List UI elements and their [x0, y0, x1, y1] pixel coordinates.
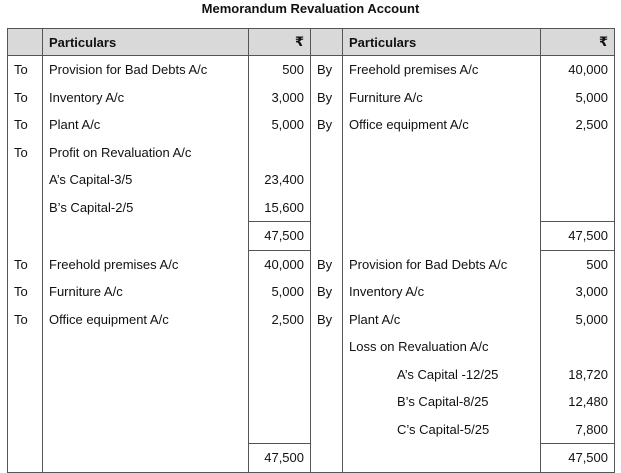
- left-prefix-cell: To: [8, 306, 43, 334]
- left-particulars-cell: [43, 444, 249, 473]
- table-row: [8, 111, 615, 139]
- right-particulars-cell: Furniture A/c: [343, 84, 541, 112]
- right-prefix-cell: By: [311, 56, 343, 84]
- right-amount-cell: 47,500: [541, 222, 615, 251]
- left-prefix-cell: [8, 444, 43, 473]
- right-particulars-cell: C’s Capital-5/25: [343, 416, 541, 444]
- left-particulars-cell: Profit on Revaluation A/c: [43, 139, 249, 167]
- left-amount-cell: 2,500: [249, 306, 311, 334]
- header-amount-right: ₹: [541, 29, 615, 56]
- left-amount-cell: 500: [249, 56, 311, 84]
- right-amount-cell: 18,720: [541, 361, 615, 389]
- right-amount-cell: 5,000: [541, 306, 615, 334]
- right-prefix-cell: [311, 333, 343, 361]
- left-amount-cell: [249, 361, 311, 389]
- table-row: [8, 194, 615, 222]
- left-particulars-cell: [43, 416, 249, 444]
- table-row: [8, 361, 615, 389]
- right-prefix-cell: [311, 166, 343, 194]
- left-particulars-cell: [43, 361, 249, 389]
- left-prefix-cell: [8, 166, 43, 194]
- table-row: [8, 56, 615, 84]
- right-prefix-cell: [311, 444, 343, 473]
- right-particulars-cell: Office equipment A/c: [343, 111, 541, 139]
- left-prefix-cell: To: [8, 84, 43, 112]
- right-amount-cell: 3,000: [541, 278, 615, 306]
- right-amount-cell: [541, 194, 615, 222]
- right-particulars-cell: [343, 194, 541, 222]
- right-particulars-cell: B’s Capital-8/25: [343, 388, 541, 416]
- table-row: [8, 306, 615, 334]
- right-particulars-cell: A’s Capital -12/25: [343, 361, 541, 389]
- left-amount-cell: 15,600: [249, 194, 311, 222]
- right-prefix-cell: [311, 222, 343, 251]
- right-particulars-cell: Loss on Revaluation A/c: [343, 333, 541, 361]
- right-prefix-cell: By: [311, 306, 343, 334]
- table-row: [8, 444, 615, 473]
- left-prefix-cell: [8, 388, 43, 416]
- revaluation-account-table: [7, 28, 615, 473]
- left-amount-cell: 47,500: [249, 222, 311, 251]
- left-amount-cell: 40,000: [249, 250, 311, 278]
- left-prefix-cell: [8, 333, 43, 361]
- right-prefix-cell: By: [311, 84, 343, 112]
- page-title: Memorandum Revaluation Account: [201, 1, 420, 16]
- left-prefix-cell: To: [8, 139, 43, 167]
- left-particulars-cell: [43, 333, 249, 361]
- header-particulars-right: Particulars: [343, 29, 541, 56]
- left-prefix-cell: [8, 416, 43, 444]
- left-prefix-cell: [8, 361, 43, 389]
- table-row: [8, 139, 615, 167]
- right-amount-cell: [541, 139, 615, 167]
- right-particulars-cell: Provision for Bad Debts A/c: [343, 250, 541, 278]
- right-particulars-cell: Freehold premises A/c: [343, 56, 541, 84]
- left-prefix-cell: [8, 222, 43, 251]
- left-prefix-cell: To: [8, 56, 43, 84]
- left-particulars-cell: Office equipment A/c: [43, 306, 249, 334]
- left-amount-cell: 3,000: [249, 84, 311, 112]
- left-prefix-cell: To: [8, 278, 43, 306]
- right-prefix-cell: [311, 416, 343, 444]
- right-particulars-cell: Plant A/c: [343, 306, 541, 334]
- right-amount-cell: [541, 166, 615, 194]
- left-particulars-cell: [43, 388, 249, 416]
- right-particulars-cell: [343, 222, 541, 251]
- right-particulars-cell: [343, 166, 541, 194]
- table-row: [8, 416, 615, 444]
- left-particulars-cell: Provision for Bad Debts A/c: [43, 56, 249, 84]
- left-prefix-cell: To: [8, 250, 43, 278]
- right-amount-cell: 5,000: [541, 84, 615, 112]
- left-amount-cell: 5,000: [249, 278, 311, 306]
- right-amount-cell: 47,500: [541, 444, 615, 473]
- right-amount-cell: 12,480: [541, 388, 615, 416]
- left-particulars-cell: B’s Capital-2/5: [43, 194, 249, 222]
- right-particulars-cell: Inventory A/c: [343, 278, 541, 306]
- left-amount-cell: 5,000: [249, 111, 311, 139]
- right-prefix-cell: By: [311, 250, 343, 278]
- table-row: [8, 333, 615, 361]
- left-amount-cell: [249, 139, 311, 167]
- header-prefix-right: [311, 29, 343, 56]
- right-prefix-cell: [311, 139, 343, 167]
- table-body: [8, 56, 615, 473]
- table-row: [8, 166, 615, 194]
- right-prefix-cell: [311, 194, 343, 222]
- table-row: [8, 278, 615, 306]
- left-amount-cell: 23,400: [249, 166, 311, 194]
- table-header-row: [8, 29, 615, 56]
- left-amount-cell: 47,500: [249, 444, 311, 473]
- right-amount-cell: 500: [541, 250, 615, 278]
- header-amount-left: ₹: [249, 29, 311, 56]
- right-amount-cell: 7,800: [541, 416, 615, 444]
- left-particulars-cell: [43, 222, 249, 251]
- right-prefix-cell: [311, 388, 343, 416]
- right-amount-cell: 40,000: [541, 56, 615, 84]
- right-particulars-cell: [343, 444, 541, 473]
- header-particulars-left: Particulars: [43, 29, 249, 56]
- table-row: [8, 388, 615, 416]
- left-prefix-cell: To: [8, 111, 43, 139]
- right-prefix-cell: By: [311, 278, 343, 306]
- right-amount-cell: 2,500: [541, 111, 615, 139]
- table-row: [8, 84, 615, 112]
- left-particulars-cell: Freehold premises A/c: [43, 250, 249, 278]
- left-amount-cell: [249, 333, 311, 361]
- right-amount-cell: [541, 333, 615, 361]
- header-prefix-left: [8, 29, 43, 56]
- left-particulars-cell: Plant A/c: [43, 111, 249, 139]
- left-particulars-cell: Furniture A/c: [43, 278, 249, 306]
- table-row: [8, 250, 615, 278]
- left-particulars-cell: Inventory A/c: [43, 84, 249, 112]
- left-amount-cell: [249, 388, 311, 416]
- left-particulars-cell: A’s Capital-3/5: [43, 166, 249, 194]
- right-prefix-cell: [311, 361, 343, 389]
- right-particulars-cell: [343, 139, 541, 167]
- left-amount-cell: [249, 416, 311, 444]
- table-row: [8, 222, 615, 251]
- right-prefix-cell: By: [311, 111, 343, 139]
- left-prefix-cell: [8, 194, 43, 222]
